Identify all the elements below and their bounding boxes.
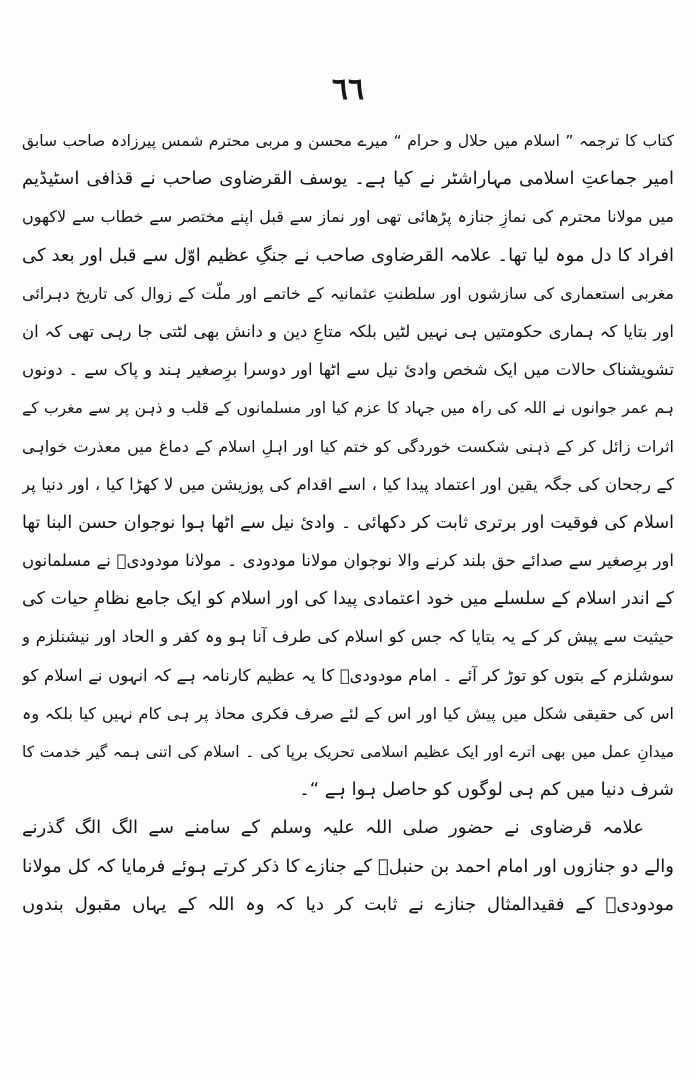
text-line: مغربی استعماری کی سازشوں اور سلطنتِ عثمانیہ کے خاتمے اور ملّت کے زوال کی تاریخ دہرائی <box>22 283 674 303</box>
text-line: حیثیت سے پیش کر کے یہ بتایا کہ جس کو اسلام کی طرف آنا ہو وہ کفر و الحاد اور نیشنلزم و <box>22 627 674 647</box>
text-line: کتاب کا ترجمہ ” اسلام میں حلال و حرام “ میرے محسن و مربی محترم شمس پیرزادہ صاحب سابق <box>22 132 674 150</box>
text-line: کے رجحان کی جگہ یقین اور اعتماد پیدا کیا ، اسے اقدام کی پوزیشن میں لا کھڑا کیا ، اور دنیا پر <box>22 474 674 494</box>
text-line: اثرات زائل کر کے ذہنی شکست خوردگی کو ختم کیا اور اہلِ اسلام کے دماغ میں معذرت خواہی <box>22 436 674 456</box>
text-line: امیر جماعتِ اسلامی مہاراشٹر نے کیا ہے۔ یوسف القرضاوی صاحب نے قذافی اسٹیڈیم <box>22 168 674 190</box>
text-line: والے دو جنازوں اور امام احمد بن حنبلؒ کے جنازے کا ذکر کرتے ہوئے فرمایا کہ کل مولانا <box>22 855 674 877</box>
text-line: سوشلزم کے بتوں کو توڑ کر آئے ۔ امام مودودیؒ کا یہ عظیم کارنامہ ہے کہ انہوں نے اسلام کو <box>22 665 674 685</box>
text-line: مودودیؒ کے فقیدالمثال جنازے نے ثابت کر دیا کہ وہ اللہ کے یہاں مقبول بندوں <box>22 893 674 915</box>
page-number: ٦٦ <box>331 72 365 107</box>
paragraph-start-line: علامہ قرضاوی نے حضور صلی اللہ علیہ وسلم کے سامنے سے الگ الگ گذرنے <box>22 817 644 839</box>
text-line: اسلام کی فوقیت اور برتری ثابت کر دکھائی ۔ وادئ نیل سے اٹھا ہوا نوجوان حسن البنا تھا <box>22 512 674 533</box>
text-line: اور بتایا کہ ہماری حکومتیں ہی نہیں لٹیں بلکہ متاعِ دین و دانش بھی لٹتی جا رہی تھی کہ ان <box>22 321 674 341</box>
text-line: تشویشناک حالات میں ایک شخص وادئ نیل سے اٹھا اور دوسرا برِصغیر ہند و پاک سے ۔ دونوں <box>22 360 674 380</box>
text-line: کے اندر اسلام کے سلسلے میں خود اعتمادی پیدا کی اور اسلام کو ایک جامع نظامِ حیات کی <box>22 589 674 610</box>
text-line: اور برِصغیر سے صدائے حق بلند کرنے والا نوجوان مولانا مودودی ۔ مولانا مودودیؒ نے مسلمانوں <box>22 551 674 571</box>
text-line: میں مولانا محترم کی نمازِ جنازہ پڑھائی تھی اور نماز سے قبل اپنے مختصر سے خطاب سے لاکھوں <box>22 207 674 227</box>
text-line: اس کی حقیقی شکل میں پیش کیا اور اس کے لئے صرف فکری محاذ پر ہی کام نہیں کیا بلکہ وہ <box>22 703 674 723</box>
text-line: افراد کا دل موہ لیا تھا۔ علامہ القرضاوی صاحب نے جنگِ عظیم اوّل سے قبل اور بعد کی <box>22 244 674 266</box>
paragraph-end-line: شرف دنیا میں کم ہی لوگوں کو حاصل ہوا ہے “۔ <box>299 779 674 801</box>
text-line: میدانِ عمل میں بھی اترے اور ایک عظیم اسلامی تحریک برپا کی ۔ اسلام کی اتنی ہمہ گیر خدمت کا <box>22 743 674 761</box>
text-line: ہم عمر جوانوں نے اللہ کی راہ میں جہاد کا عزم کیا اور مسلمانوں کے قلب و ذہن پر سے مغرب کے <box>22 399 674 418</box>
page-body-text <box>22 122 674 924</box>
